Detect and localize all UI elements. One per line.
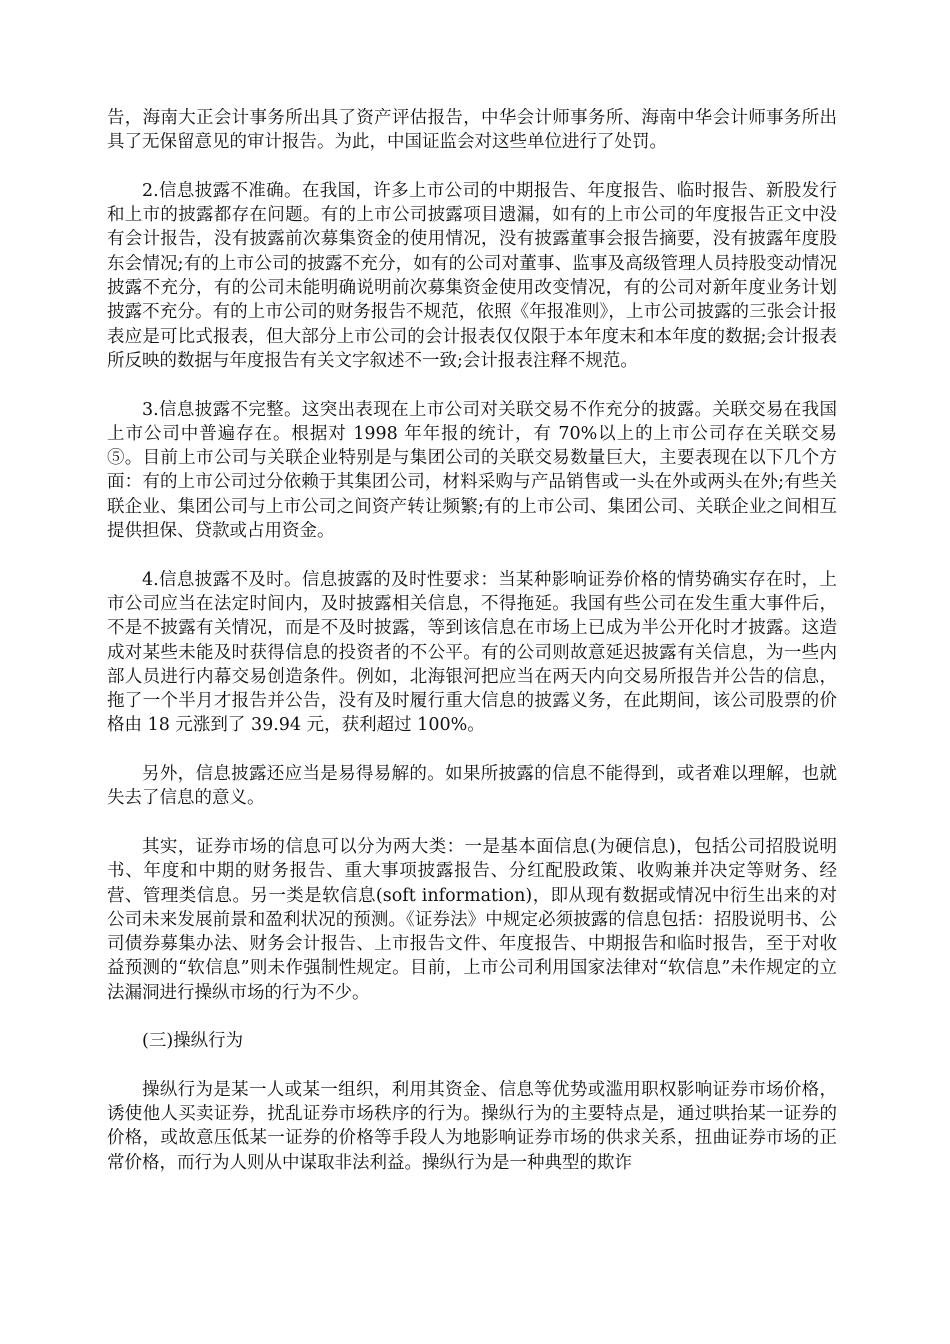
paragraph-manipulation: 操纵行为是某一人或某一组织，利用其资金、信息等优势或滥用职权影响证券市场价格，诱使他人买卖证券，扰乱证券市场秩序的行为。操纵行为的主要特点是，通过哄抬某一证券的价格，或故意压低某一证券的价格等手段人为地影响证券市场的供求关系，扭曲证券市场的正常价格，而行为人则从中谋取非法利益。操纵行为是一种典型的欺诈 bbox=[107, 1079, 837, 1173]
paragraph-inaccurate-disclosure: 2.信息披露不准确。在我国，许多上市公司的中期报告、年度报告、临时报告、新股发行和上市的披露都存在问题。有的上市公司披露项目遗漏，如有的上市公司的年度报告正文中没有会计报告，没有披露前次募集资金的使用情况，没有披露董事会报告摘要，没有披露年度股东会情况;有的上市公司的披露不充分，如有的公司对董事、监事及高级管理人员持股变动情况披露不充分，有的公司未能明确说明前次募集资金使用改变情况，有的公司对新年度业务计划披露不充分。有的上市公司的财务报告不规范，依照《年报准则》，上市公司披露的三张会计报表应是可比式报表，但大部分上市公司的会计报表仅仅限于本年度末和本年度的数据;会计报表所反映的数据与年度报告有关文字叙述不一致;会计报表注释不规范。 bbox=[107, 180, 837, 371]
paragraph-untimely-disclosure: 4.信息披露不及时。信息披露的及时性要求：当某种影响证券价格的情势确实存在时，上市公司应当在法定时间内，及时披露相关信息，不得拖延。我国有些公司在发生重大事件后，不是不披露有关情况，而是不及时披露，等到该信息在市场上已成为半公开化时才披露。这造成对某些未能及时获得信息的投资者的不公平。有的公司则故意延迟披露有关信息，为一些内部人员进行内幕交易创造条件。例如，北海银河把应当在两天内向交易所报告并公告的信息，拖了一个半月才报告并公告，没有及时履行重大信息的披露义务，在此期间，该公司股票的价格由 18 元涨到了 39.94 元，获利超过 100%。 bbox=[107, 569, 837, 736]
paragraph-accessibility: 另外，信息披露还应当是易得易解的。如果所披露的信息不能得到，或者难以理解，也就失去了信息的意义。 bbox=[107, 764, 837, 809]
paragraph-continuation: 告，海南大正会计事务所出具了资产评估报告，中华会计师事务所、海南中华会计师事务所出具了无保留意见的审计报告。为此，中国证监会对这些单位进行了处罚。 bbox=[107, 108, 837, 153]
paragraph-information-types: 其实，证券市场的信息可以分为两大类：一是基本面信息(为硬信息)，包括公司招股说明书、年度和中期的财务报告、重大事项披露报告、分红配股政策、收购兼并决定等财务、经营、管理类信息。另一类是软信息(soft information)，即从现有数据或情况中衍生出来的对公司未来发展前景和盈利状况的预测。《证券法》中规定必须披露的信息包括：招股说明书、公司债券募集办法、财务会计报告、上市报告文件、年度报告、中期报告和临时报告，至于对收益预测的“软信息”则未作强制性规定。目前，上市公司利用国家法律对“软信息”未作规定的立法漏洞进行操纵市场的行为不少。 bbox=[107, 836, 837, 1003]
section-heading: (三)操纵行为 bbox=[142, 1031, 244, 1052]
paragraph-incomplete-disclosure: 3.信息披露不完整。这突出表现在上市公司对关联交易不作充分的披露。关联交易在我国上市公司中普遍存在。根据对 1998 年年报的统计，有 70%以上的上市公司存在关联交易⑤。目前上市公司与关联企业特别是与集团公司的关联交易数量巨大，主要表现在以下几个方面：有的上市公司过分依赖于其集团公司，材料采购与产品销售或一头在外或两头在外;有些关联企业、集团公司与上市公司之间资产转让频繁;有的上市公司、集团公司、关联企业之间相互提供担保、贷款或占用资金。 bbox=[107, 399, 837, 542]
body-text bbox=[107, 106, 837, 1199]
